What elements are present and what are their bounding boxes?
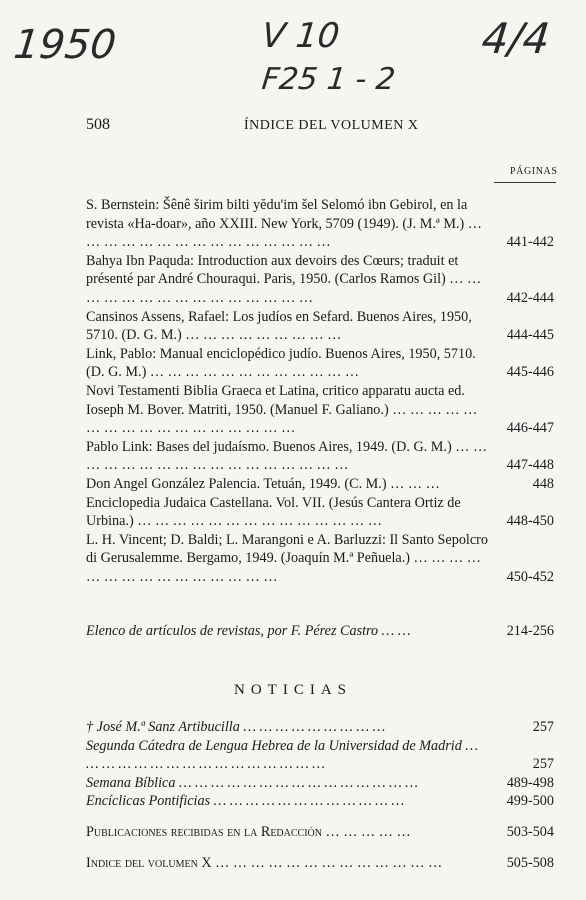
- entry-text: Bahya Ibn Paquda: Introduction aux devoirs des Cœurs; traduit et présenté par André Chouraqui. Paris, 1950. (Carlos Ramos Gil) … … … … … … … … … … … … … … …: [86, 252, 482, 306]
- noticias-list: [86, 718, 558, 872]
- entry-text: Cansinos Assens, Rafael: Los judíos en Sefard. Buenos Aires, 1950, 5710. (D. G. M.) … … … … … … … … …: [86, 308, 472, 344]
- entry-text: † José M.ª Sanz Artibucilla … … … … … … … … …: [86, 719, 386, 735]
- entry-pages: 441-442: [506, 234, 554, 251]
- list-item: [86, 737, 558, 774]
- entry-pages: 445-446: [506, 364, 554, 381]
- review-entries-list: [86, 196, 558, 586]
- entry-pages: 503-504: [506, 823, 554, 840]
- spacer: [86, 811, 558, 823]
- entry-text: Indice del volumen X … … … … … … … … … … … … …: [86, 854, 443, 871]
- entry-text: Don Angel González Palencia. Tetuán, 1949. (C. M.) … … …: [86, 475, 440, 492]
- handwritten-filing-note: F25 1 - 2: [260, 62, 397, 97]
- list-item: [86, 774, 558, 793]
- entry-text: Encíclicas Pontificias … … … … … … … … … … … …: [86, 793, 405, 810]
- list-item: [86, 531, 558, 587]
- entry-text: L. H. Vincent; D. Baldi; L. Marangoni e A. Barluzzi: Il Santo Sepolcro di Gerusalemme. Bergamo, 1949. (Joaquín M.ª Peñuela.) … … … … … … … … … … … … … … …: [86, 531, 488, 585]
- entry-pages: 489-498: [506, 774, 554, 791]
- page-number: 508: [86, 116, 110, 133]
- entry-pages: 448: [532, 475, 554, 492]
- entry-pages: 257: [532, 719, 554, 735]
- spacer: [86, 842, 558, 854]
- entry-pages: 447-448: [506, 457, 554, 474]
- list-item: [86, 252, 558, 308]
- list-item: [86, 345, 558, 382]
- list-item: [86, 622, 558, 641]
- handwritten-year: 1950: [11, 22, 119, 68]
- entry-pages: 444-445: [506, 327, 554, 344]
- entry-pages: 257: [532, 756, 554, 773]
- entry-text: Elenco de artículos de revistas, por F. Pérez Castro … …: [86, 623, 411, 639]
- entry-pages: 505-508: [506, 854, 554, 871]
- list-item: [86, 308, 558, 345]
- elenco-entry: [86, 622, 558, 641]
- list-item: [86, 494, 558, 531]
- list-item: [86, 196, 558, 252]
- entry-pages: 450-452: [506, 568, 554, 585]
- entry-pages: 442-444: [506, 289, 554, 306]
- list-item: [86, 854, 558, 873]
- header-rule: [494, 182, 556, 183]
- list-item: [86, 823, 558, 842]
- list-item: [86, 475, 558, 494]
- entry-text: Link, Pablo: Manual enciclopédico judío. Buenos Aires, 1950, 5710. (D. G. M.) … … … … … … … … … … … …: [86, 345, 476, 381]
- entry-pages: 499-500: [506, 793, 554, 810]
- entry-pages: 446-447: [506, 420, 554, 437]
- entry-text: Enciclopedia Judaica Castellana. Vol. VII. (Jesús Cantera Ortiz de Urbina.) … … … … … … … … … … … … … …: [86, 494, 461, 530]
- entry-text: S. Bernstein: Šênê širim bilti yĕdu'im šel Selomó ibn Gebirol, en la revista «Ha-doar», año XXIII. New York, 5709 (1949). (J. M.ª M.) … … … … … … … … … … … … … … …: [86, 197, 482, 251]
- entry-text: Segunda Cátedra de Lengua Hebrea de la Universidad de Madrid … … … … … … … … … … … … … … … …: [86, 737, 478, 773]
- running-head: ÍNDICE DEL VOLUMEN X: [244, 118, 419, 133]
- entry-text: Publicaciones recibidas en la Redacción … … … … …: [86, 823, 411, 840]
- handwritten-volume-note: V 10: [259, 16, 342, 56]
- list-item: [86, 382, 558, 438]
- list-item: [86, 718, 558, 737]
- list-item: [86, 438, 558, 475]
- paginas-column-label: PÁGINAS: [510, 166, 558, 177]
- section-title-noticias: NOTICIAS: [234, 682, 352, 698]
- handwritten-fraction: 4/4: [479, 14, 553, 63]
- entry-text: Semana Bíblica … … … … … … … … … … … … … … …: [86, 774, 418, 791]
- entry-pages: 214-256: [506, 623, 554, 639]
- entry-pages: 448-450: [506, 513, 554, 530]
- list-item: [86, 792, 558, 811]
- entry-text: Pablo Link: Bases del judaísmo. Buenos Aires, 1949. (D. G. M.) … … … … … … … … … … … … … … … … …: [86, 438, 488, 474]
- entry-text: Novi Testamenti Biblia Graeca et Latina, critico apparatu aucta ed. Ioseph M. Bover. Matriti, 1950. (Manuel F. Galiano.) … … … … … … … … … … … … … … … … …: [86, 382, 478, 437]
